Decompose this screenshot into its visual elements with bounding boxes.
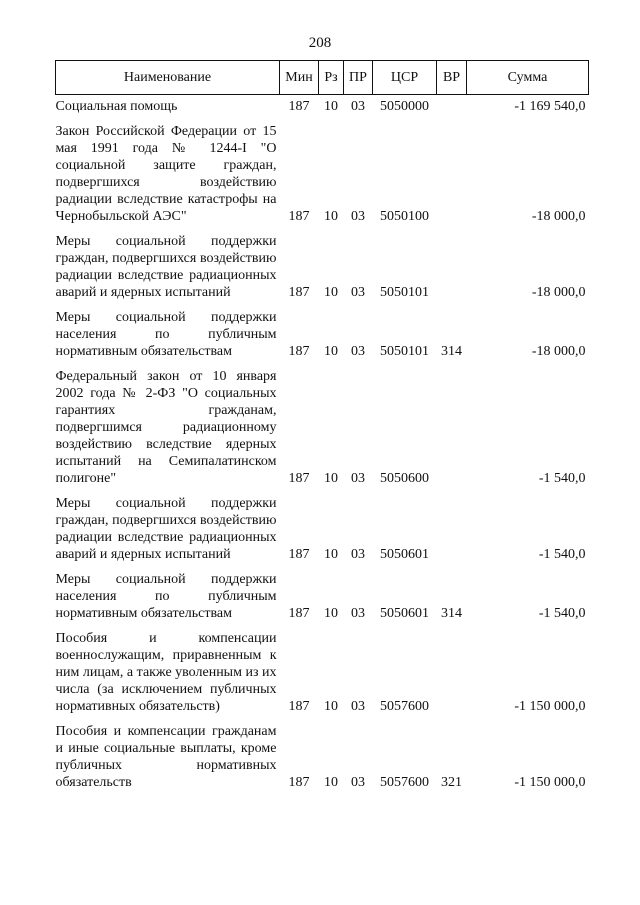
row-rz: 10	[324, 99, 338, 114]
row-csr: 5050000	[380, 99, 429, 114]
row-vr	[437, 123, 467, 233]
table-row	[56, 233, 589, 309]
header-pr: ПР	[344, 61, 373, 95]
row-pr: 03	[351, 699, 365, 714]
row-pr: 03	[351, 344, 365, 359]
row-name	[56, 571, 280, 630]
row-sum: -18 000,0	[531, 344, 586, 359]
table-row	[56, 95, 589, 124]
row-name-text: Меры социальной поддержки граждан, подвергшихся воздействию радиации вследствие радиационных аварий и ядерных испытаний	[55, 234, 277, 300]
row-name-text: Федеральный закон от 10 января 2002 года № 2-ФЗ "О социальных гарантиях гражданам, подвергшимся радиационному воздействию вследствие ядерных испытаний на Семипалатинском полигоне"	[55, 369, 277, 486]
row-name	[56, 123, 280, 233]
row-pr: 03	[351, 606, 365, 621]
row-csr: 5050100	[380, 209, 429, 224]
row-sum: -1 150 000,0	[514, 699, 586, 714]
budget-table	[55, 60, 589, 799]
row-sum: -1 169 540,0	[514, 99, 586, 114]
row-csr: 5057600	[380, 699, 429, 714]
row-name	[56, 309, 280, 368]
row-vr	[437, 495, 467, 571]
row-min: 187	[288, 775, 310, 790]
table-row	[56, 309, 589, 368]
row-min: 187	[288, 699, 310, 714]
header-csr: ЦСР	[373, 61, 437, 95]
row-rz: 10	[324, 606, 338, 621]
row-name	[56, 630, 280, 723]
row-min: 187	[288, 471, 310, 486]
row-name-text: Пособия и компенсации гражданам и иные социальные выплаты, кроме публичных нормативных обязательств	[55, 724, 277, 790]
row-csr: 5050101	[380, 344, 429, 359]
table-body	[56, 95, 589, 800]
row-pr: 03	[351, 99, 365, 114]
header-vr: ВР	[437, 61, 467, 95]
row-min: 187	[288, 99, 310, 114]
row-rz: 10	[324, 285, 338, 300]
row-vr	[437, 630, 467, 723]
row-name-text: Меры социальной поддержки населения по публичным нормативным обязательствам	[55, 572, 277, 621]
row-vr: 321	[441, 775, 462, 790]
row-name	[56, 368, 280, 495]
row-min: 187	[288, 285, 310, 300]
row-vr	[437, 95, 467, 124]
row-pr: 03	[351, 471, 365, 486]
table-row	[56, 630, 589, 723]
row-pr: 03	[351, 775, 365, 790]
row-vr: 314	[441, 344, 462, 359]
header-name: Наименование	[56, 61, 280, 95]
row-sum: -1 540,0	[538, 547, 586, 562]
row-rz: 10	[324, 209, 338, 224]
row-pr: 03	[351, 285, 365, 300]
row-name	[56, 495, 280, 571]
row-pr: 03	[351, 547, 365, 562]
row-sum: -1 150 000,0	[514, 775, 586, 790]
row-csr: 5050101	[380, 285, 429, 300]
row-csr: 5050600	[380, 471, 429, 486]
row-name-text: Закон Российской Федерации от 15 мая 1991 года № 1244-I "О социальной защите граждан, подвергшихся воздействию радиации вследствие катастрофы на Чернобыльской АЭС"	[55, 124, 277, 224]
row-pr: 03	[351, 209, 365, 224]
table-row	[56, 495, 589, 571]
row-rz: 10	[324, 471, 338, 486]
table-row	[56, 571, 589, 630]
row-csr: 5050601	[380, 547, 429, 562]
row-sum: -1 540,0	[538, 606, 586, 621]
table-row	[56, 123, 589, 233]
row-csr: 5057600	[380, 775, 429, 790]
row-min: 187	[288, 606, 310, 621]
page-number: 208	[308, 35, 332, 51]
row-name-text: Меры социальной поддержки населения по публичным нормативным обязательствам	[55, 310, 277, 359]
row-vr	[437, 233, 467, 309]
header-rz: Рз	[319, 61, 344, 95]
table-header	[56, 61, 589, 95]
table-row	[56, 368, 589, 495]
row-sum: -1 540,0	[538, 471, 586, 486]
row-min: 187	[288, 344, 310, 359]
table-row	[56, 723, 589, 799]
row-name-text: Меры социальной поддержки граждан, подвергшихся воздействию радиации вследствие радиационных аварий и ядерных испытаний	[55, 496, 277, 562]
row-rz: 10	[324, 344, 338, 359]
row-rz: 10	[324, 699, 338, 714]
row-rz: 10	[324, 775, 338, 790]
row-name	[56, 723, 280, 799]
row-csr: 5050601	[380, 606, 429, 621]
row-name-text: Социальная помощь	[55, 99, 178, 114]
row-min: 187	[288, 209, 310, 224]
row-sum: -18 000,0	[531, 285, 586, 300]
row-rz: 10	[324, 547, 338, 562]
row-sum: -18 000,0	[531, 209, 586, 224]
row-name-text: Пособия и компенсации военнослужащим, приравненным к ним лицам, а также уволенным из их числа (за исключением публичных нормативных обязательств)	[55, 631, 277, 714]
row-name	[56, 95, 280, 124]
row-vr	[437, 368, 467, 495]
row-name	[56, 233, 280, 309]
header-min: Мин	[280, 61, 319, 95]
row-vr: 314	[441, 606, 462, 621]
header-sum: Сумма	[467, 61, 589, 95]
row-min: 187	[288, 547, 310, 562]
